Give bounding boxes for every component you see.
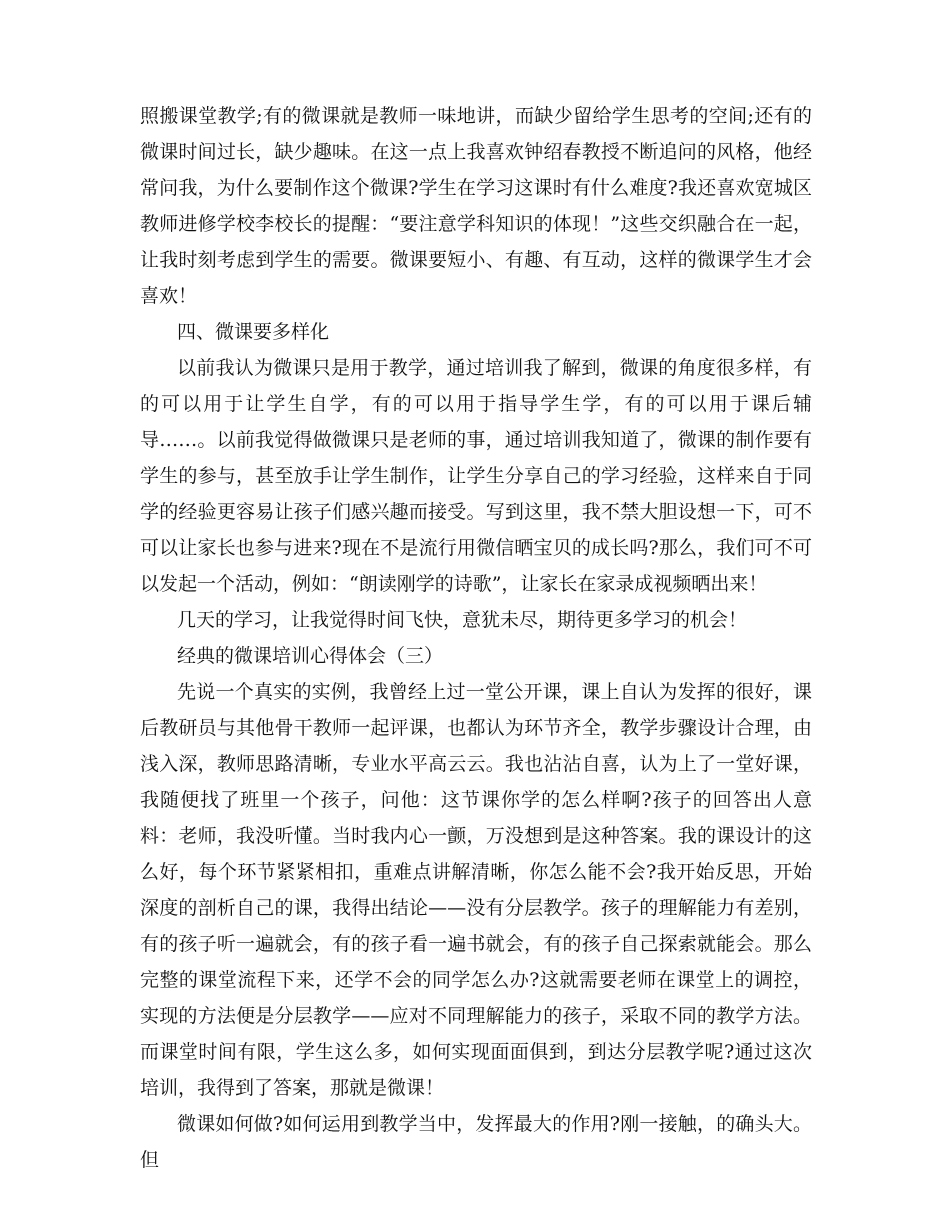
paragraph-how-to-make: 微课如何做?如何运用到教学当中，发挥最大的作用?刚一接触，的确头大。但 [140, 1113, 812, 1171]
paragraph-reflection: 几天的学习，让我觉得时间飞快，意犹未尽，期待更多学习的机会！ [177, 609, 748, 631]
paragraph-continuation: 照搬课堂教学;有的微课就是教师一味地讲，而缺少留给学生思考的空间;还有的微课时间过长，缺少趣味。在这一点上我喜欢钟绍春教授不断追问的风格，他经常问我，为什么要制作这个微课?学生在学习这课时有什么难度?我还喜欢宽城区教师进修学校李校长的提醒：“要注意学科知识的体现！”这些交织融合在一起，让我时刻考虑到学生的需要。微课要短小、有趣、有互动，这样的微课学生才会喜欢！ [140, 105, 812, 307]
section-heading-diversify: 四、微课要多样化 [177, 321, 330, 343]
paragraph-microlesson-uses: 以前我认为微课只是用于教学，通过培训我了解到，微课的角度很多样，有的可以用于让学生自学，有的可以用于指导学生学，有的可以用于课后辅导……。以前我觉得做微课只是老师的事，通过培训我知道了，微课的制作要有学生的参与，甚至放手让学生制作，让学生分享自己的学习经验，这样来自于同学的经验更容易让孩子们感兴趣而接受。写到这里，我不禁大胆设想一下，可不可以让家长也参与进来?现在不是流行用微信晒宝贝的成长吗?那么，我们可不可以发起一个活动，例如：“朗读刚学的诗歌”，让家长在家录成视频晒出来！ [140, 357, 812, 595]
section-heading-part-three: 经典的微课培训心得体会（三） [177, 645, 444, 667]
document-body [140, 98, 812, 1178]
paragraph-open-class-story: 先说一个真实的实例，我曾经上过一堂公开课，课上自认为发挥的很好，课后教研员与其他骨干教师一起评课，也都认为环节齐全，教学步骤设计合理，由浅入深，教师思路清晰，专业水平高云云。我也沾沾自喜，认为上了一堂好课，我随便找了班里一个孩子，问他：这节课你学的怎么样啊?孩子的回答出人意料：老师，我没听懂。当时我内心一颤，万没想到是这种答案。我的课设计的这么好，每个环节紧紧相扣，重难点讲解清晰，你怎么能不会?我开始反思，开始深度的剖析自己的课，我得出结论——没有分层教学。孩子的理解能力有差别，有的孩子听一遍就会，有的孩子看一遍书就会，有的孩子自己探索就能会。那么完整的课堂流程下来，还学不会的同学怎么办?这就需要老师在课堂上的调控，实现的方法便是分层教学——应对不同理解能力的孩子，采取不同的教学方法。而课堂时间有限，学生这么多，如何实现面面俱到，到达分层教学呢?通过这次培训，我得到了答案，那就是微课！ [140, 681, 812, 1099]
